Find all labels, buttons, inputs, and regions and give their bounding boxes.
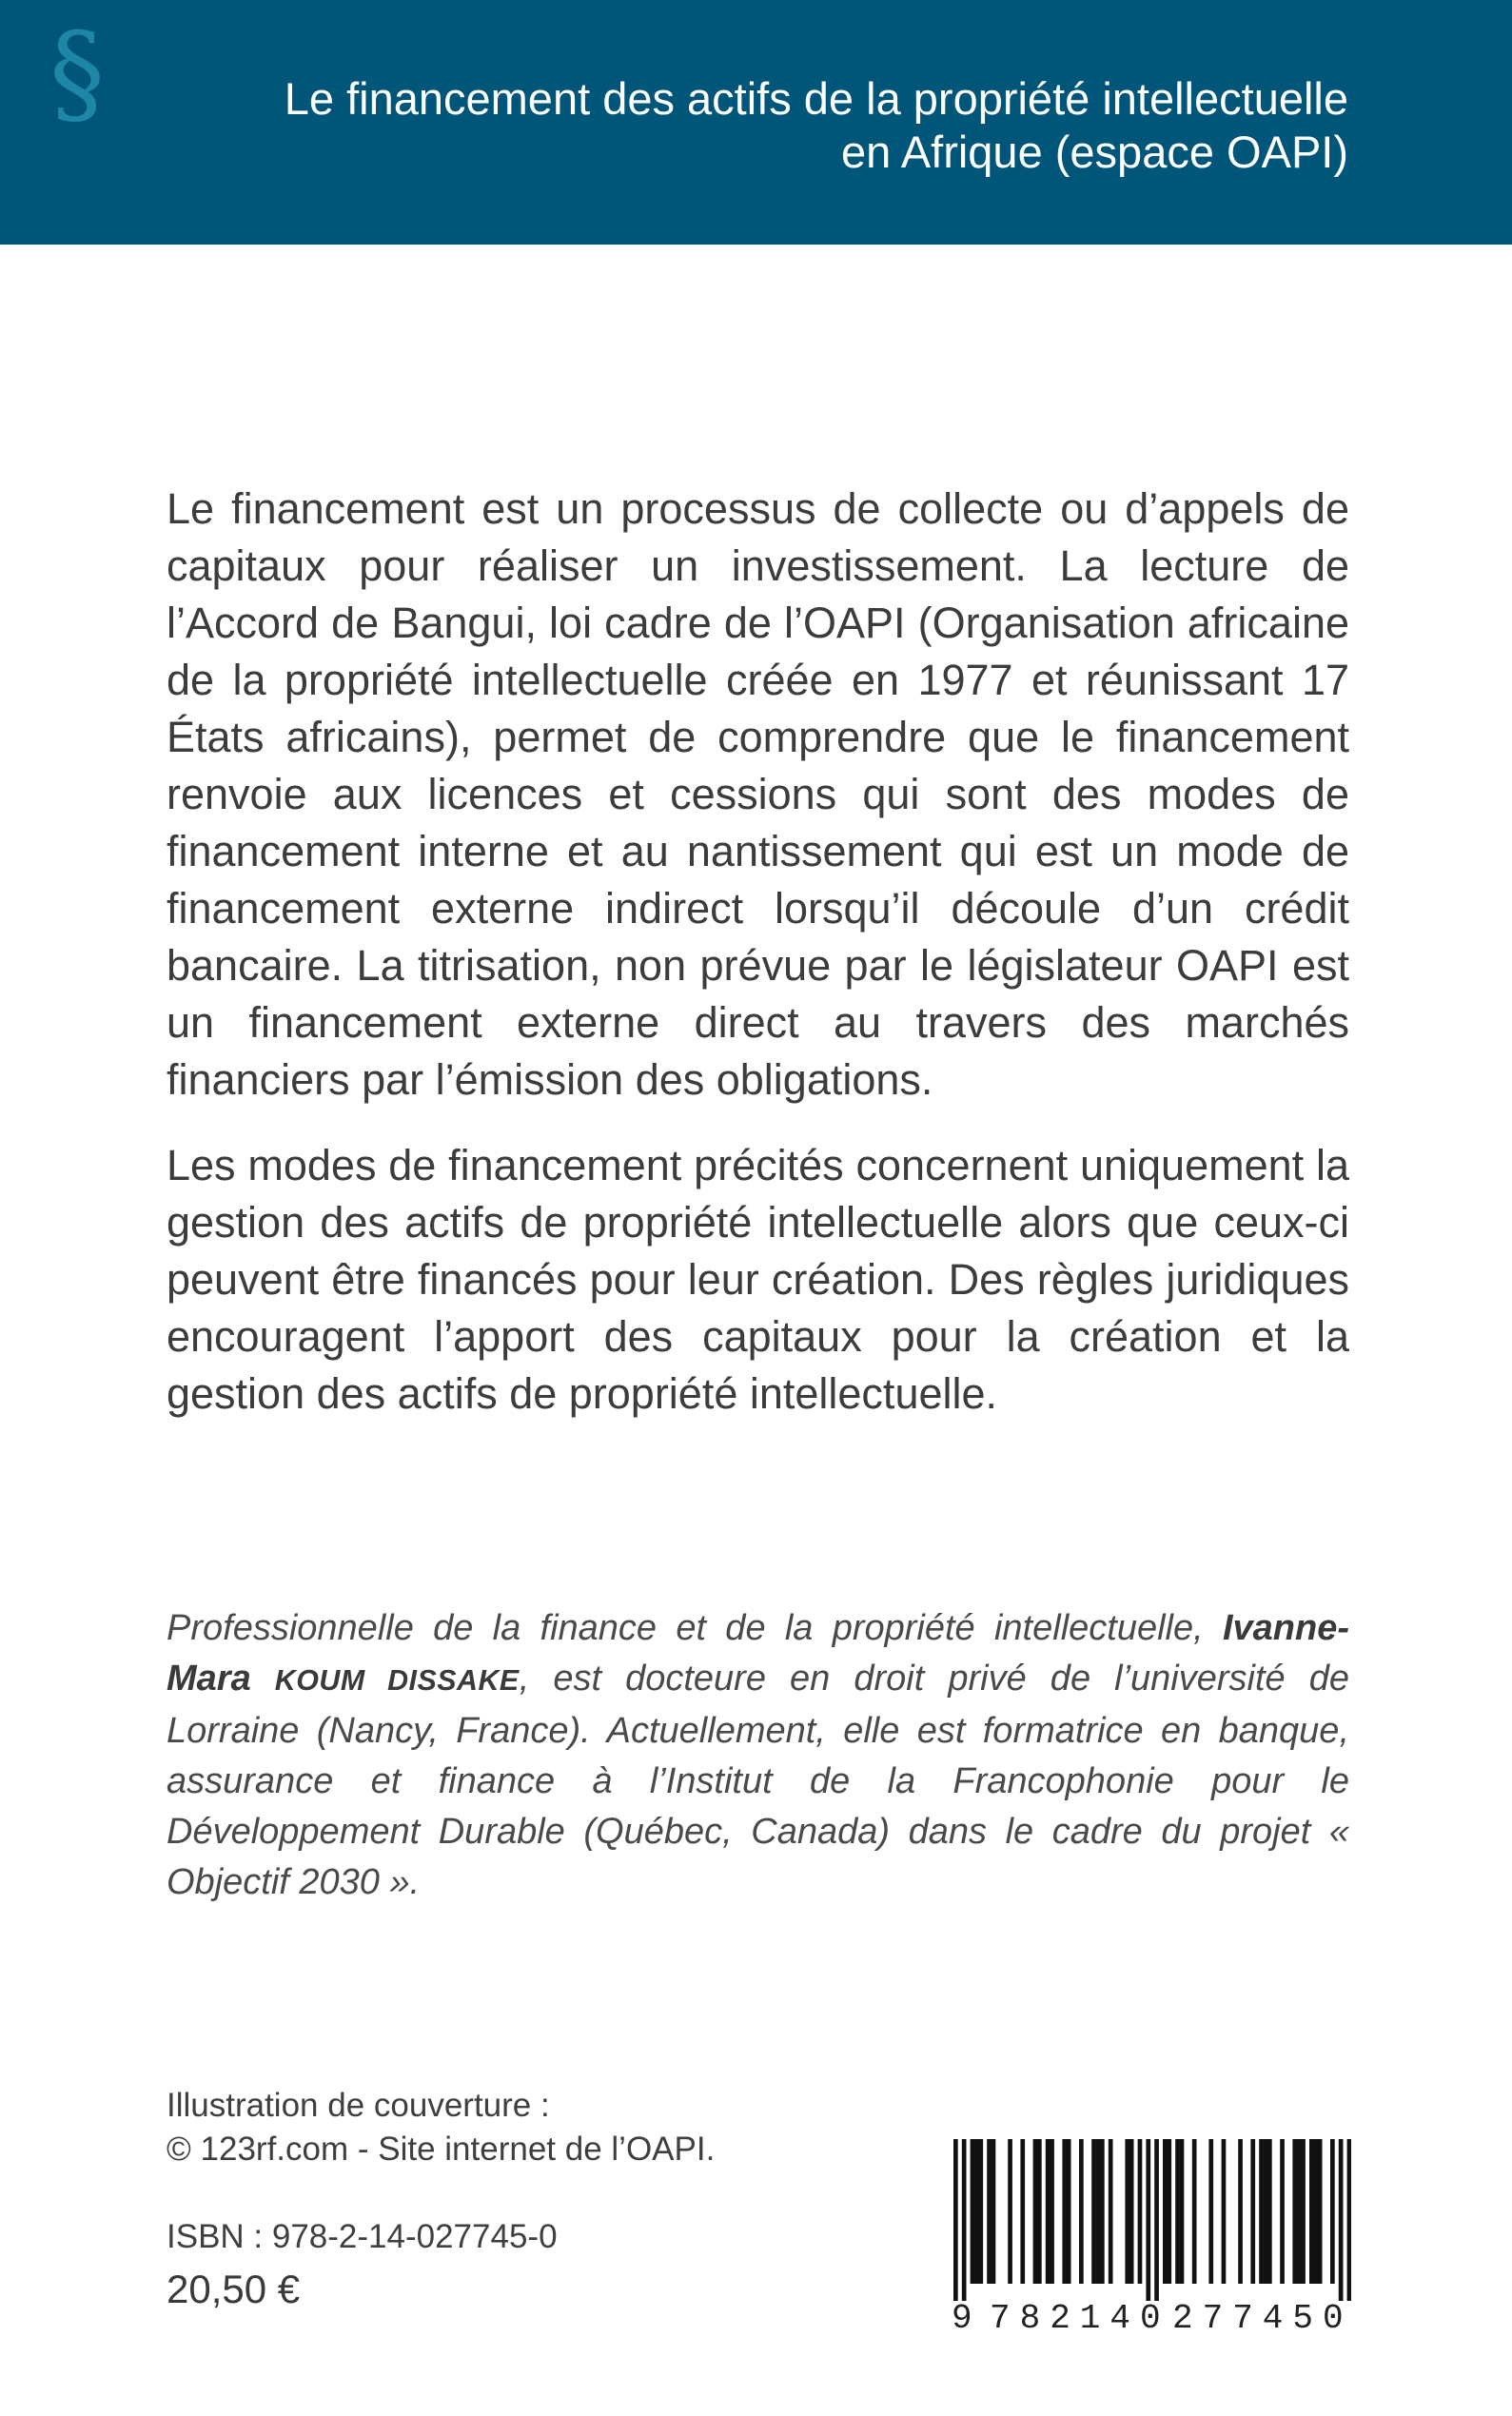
barcode-bar [1037, 2139, 1042, 2284]
barcode-bar [1301, 2139, 1306, 2284]
author-bio [167, 1603, 1349, 1908]
book-title [159, 72, 1348, 179]
barcode-bar [1100, 2139, 1105, 2284]
barcode-bar [1192, 2139, 1197, 2284]
credits-label: Illustration de couverture : [167, 2087, 550, 2124]
barcode-bar [1050, 2139, 1054, 2284]
bio-intro: Professionnelle de la finance et de la propriété intellectuelle, [167, 1608, 1223, 1648]
barcode-bar [1154, 2139, 1159, 2301]
summary-text [167, 481, 1349, 1423]
barcode-bar [1259, 2139, 1264, 2284]
summary-paragraph-1: Le financement est un processus de collecte ou d’appels de capitaux pour réaliser un investissement. La lecture de l’Accord de Bangui, loi cadre de l’OAPI (Organisation africaine de la propriété intellectuelle créée en 1977 et réunissant 17 États africains), permet de comprendre que le financement renvoie aux licences et cessions qui sont des modes de financement interne et au nantissement qui est un mode de financement externe indirect lorsqu’il découle d’un crédit bancaire. La titrisation, non prévue par le législateur OAPI est un financement externe direct au travers des marchés financiers par l’émission des obligations. [167, 484, 1349, 1104]
barcode-bar [1167, 2139, 1171, 2284]
barcode-bar [1046, 2139, 1051, 2284]
barcode-bar [1222, 2139, 1227, 2284]
barcode-bar [1163, 2139, 1168, 2284]
author-first-name: Ivanne-Mara [167, 1608, 1349, 1699]
barcode-bar [1297, 2139, 1302, 2284]
cover-credits [167, 2084, 715, 2171]
barcode-bar [1096, 2139, 1101, 2284]
bio-rest: , est docteure en droit privé de l’université de Lorraine (Nancy, France). Actuellement, elle est formatrice en banque, assurance et finance à l’Institut de la Francophonie pour le Développement Durable (Québec, Canada) dans le cadre du projet « Objectif 2030 ». [167, 1659, 1349, 1902]
title-line-1: Le financement des actifs de la propriété intellectuelle [284, 73, 1348, 124]
barcode-bar [953, 2139, 958, 2301]
author-last-name: KOUM DISSAKE [274, 1664, 520, 1697]
barcode-bar [1008, 2139, 1012, 2284]
barcode-bars [953, 2139, 1351, 2301]
barcode-bar [1091, 2139, 1096, 2284]
section-sign-icon: § [49, 10, 105, 138]
barcode-bar [1339, 2139, 1344, 2301]
barcode-bar [1280, 2139, 1285, 2284]
barcode-bar [1129, 2139, 1134, 2284]
barcode-bar [962, 2139, 967, 2301]
isbn-number: ISBN : 978-2-14-027745-0 [167, 2218, 558, 2255]
barcode-bar [1109, 2139, 1113, 2284]
barcode-right-group: 277450 [1172, 2299, 1353, 2338]
barcode-bar [1330, 2139, 1335, 2284]
barcode-bar [1079, 2139, 1084, 2284]
title-line-2: en Afrique (espace OAPI) [841, 127, 1348, 177]
summary-paragraph-2: Les modes de financement précités concernent uniquement la gestion des actifs de propriété intellectuelle alors que ceux-ci peuvent être financés pour leur création. Des règles juridiques encouragent l’apport des capitaux pour la création et la gestion des actifs de propriété intellectuelle. [167, 1141, 1349, 1418]
barcode-bar [971, 2139, 975, 2284]
header-banner [0, 0, 1512, 245]
barcode-left-group: 782140 [990, 2299, 1170, 2338]
barcode-bar [978, 2139, 983, 2284]
barcode-bar [1208, 2139, 1213, 2284]
barcode-first-digit: 9 [952, 2299, 972, 2338]
barcode-bar [1180, 2139, 1185, 2284]
barcode-bar [987, 2139, 992, 2284]
barcode-bar [1125, 2139, 1129, 2284]
barcode-bar [1067, 2139, 1071, 2284]
barcode-bar [1309, 2139, 1314, 2284]
barcode-bar [1292, 2139, 1297, 2284]
barcode-bar [1318, 2139, 1323, 2284]
barcode-bar [1250, 2139, 1255, 2284]
barcode-bar [992, 2139, 996, 2284]
barcode-bar [1238, 2139, 1243, 2284]
credits-source: © 123rf.com - Site internet de l’OAPI. [167, 2131, 716, 2168]
barcode-bar [1146, 2139, 1150, 2301]
barcode-bar [974, 2139, 979, 2284]
barcode-bar [1033, 2139, 1038, 2284]
barcode-bar [1062, 2139, 1067, 2284]
barcode-bar [1020, 2139, 1025, 2284]
barcode-bar [1313, 2139, 1318, 2284]
barcode-bar [1347, 2139, 1351, 2301]
barcode-bar [1175, 2139, 1180, 2284]
barcode-bar [1267, 2139, 1272, 2284]
barcode-bar [1138, 2139, 1143, 2284]
book-price: 20,50 € [167, 2267, 301, 2311]
barcode-bar [1264, 2139, 1268, 2284]
